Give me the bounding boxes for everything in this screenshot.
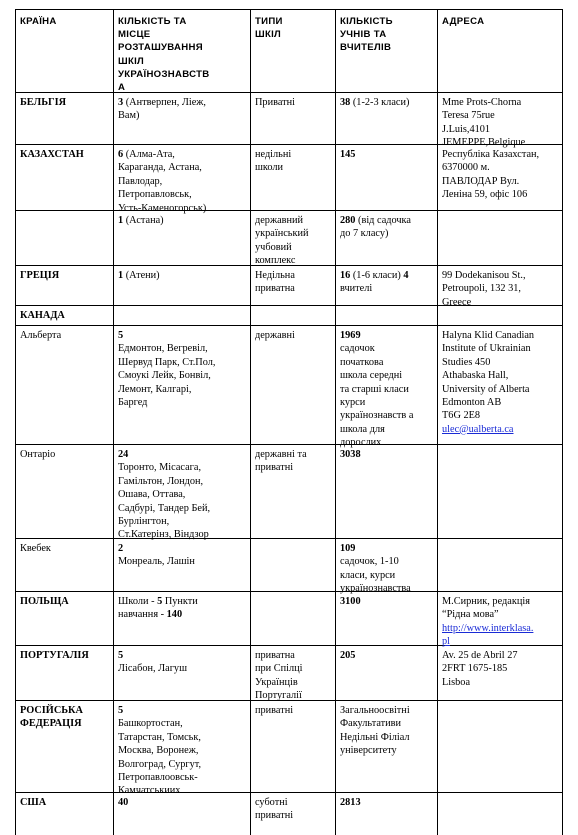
header-address: АДРЕСА <box>442 16 485 27</box>
row-quebec-schools <box>118 542 248 569</box>
row-portugal-schools <box>118 649 248 676</box>
row-alberta-schools <box>118 329 248 409</box>
header-country: КРАЇНА <box>20 16 57 27</box>
row-greece-count <box>340 269 435 296</box>
row-quebec-count-num: 109 <box>340 543 356 554</box>
row-poland-schools-n2: 140 <box>166 609 183 621</box>
row-poland-schools-a: Школи - <box>118 596 158 607</box>
row-belgium-count-extra: (1-2-3 класи) <box>350 97 410 108</box>
row-poland-schools-b: Пункти навчання - <box>118 596 198 621</box>
row-belgium-count-num: 38 <box>340 97 351 108</box>
row-kazakhstan-country: КАЗАХСТАН <box>20 149 84 160</box>
row-quebec-num: 2 <box>118 543 124 554</box>
row-poland-address <box>442 595 560 649</box>
row-portugal-places: Лісабон, Лагуш <box>118 663 188 675</box>
row-portugal-country: ПОРТУГАЛІЯ <box>20 650 89 661</box>
row-quebec-count-extra: садочок, 1-10 класи, курси українознавства <box>340 556 411 595</box>
row-alberta-address <box>442 329 560 436</box>
row-ontario-num: 24 <box>118 449 129 460</box>
row-alberta-region: Альберта <box>20 330 62 341</box>
row-kazakhstan-count: 145 <box>340 149 356 160</box>
row-kazakhstan-num: 6 <box>118 149 124 160</box>
row-poland-schools-n1: 5 <box>157 596 163 607</box>
row-russia-country: РОСІЙСЬКА ФЕДЕРАЦІЯ <box>20 705 83 730</box>
row-belgium-address: Mme Prots-Chorna Teresa 75rue J.Luis,4101 JEMEPPE,Belgique <box>442 97 526 149</box>
header-types: ТИПИ ШКІЛ <box>255 16 283 41</box>
header-schools: КІЛЬКІСТЬ ТА МІСЦЕ РОЗТАШУВАННЯ ШКІЛ УКРАЇНОЗНАВСТВ А <box>118 16 210 94</box>
row-russia-schools <box>118 704 248 798</box>
row-kazakhstan-schools <box>118 148 248 215</box>
row-quebec-places: Монреаль, Лашін <box>118 556 195 568</box>
row-belgium-country: БЕЛЬГІЯ <box>20 97 67 108</box>
row-alberta-places: Едмонтон, Вегревіл, Шервуд Парк, Ст.Пол, Смоукі Лейк, Бонвіл, Лемонт, Калгарі, Баргед <box>118 343 216 409</box>
row-canada-country: КАНАДА <box>20 310 65 321</box>
row-alberta-num: 5 <box>118 330 124 341</box>
row-usa-type: суботні приватні <box>255 797 294 822</box>
row-portugal-count: 205 <box>340 650 356 661</box>
row-russia-type: приватні <box>255 705 294 716</box>
row-greece-count-mid: (1-6 класи) <box>350 270 404 281</box>
row-kazakhstan-address: Республіка Казахстан, 6370000 м. ПАВЛОДАР Вул. Леніна 59, офіс 106 <box>442 149 540 201</box>
row-greece-count-num: 16 <box>340 270 351 281</box>
row-quebec-count <box>340 542 435 596</box>
row-greece-count-num2: 4 <box>403 270 409 281</box>
row-kazakhstan2-count-extra: (від садочка до 7 класу) <box>340 215 411 240</box>
row-belgium-num: 3 <box>118 97 124 108</box>
row-kazakhstan-places: (Алма-Ата, Караганда, Астана, Павлодар, Петропавловськ, Усть-Каменогорськ) <box>118 149 207 214</box>
row-kazakhstan-type: недільні школи <box>255 149 292 174</box>
row-russia-places: Башкортостан, Татарстан, Томськ, Москва, Воронеж, Волгоград, Сургут, Петропавлоовськ- Камчатськиих <box>118 718 202 797</box>
row-usa-num: 40 <box>118 797 129 808</box>
row-ontario-region: Онтаріо <box>20 449 56 460</box>
row-kazakhstan2-count <box>340 214 435 241</box>
row-kazakhstan2-count-num: 280 <box>340 215 356 226</box>
header-students: КІЛЬКІСТЬ УЧНІВ ТА ВЧИТЕЛІВ <box>340 16 393 54</box>
row-belgium-schools <box>118 96 248 123</box>
row-greece-address: 99 Dodekanisou St., Petroupoli, 132 31, Greece <box>442 270 526 308</box>
row-ontario-count: 3038 <box>340 449 361 460</box>
row-kazakhstan2-schools <box>118 214 248 227</box>
row-belgium-type: Приватні <box>255 97 295 108</box>
row-greece-count-extra: вчителі <box>340 283 373 295</box>
row-ontario-schools <box>118 448 248 542</box>
row-usa-country: США <box>20 797 47 808</box>
row-ontario-places: Торонто, Місасага, Гамільтон, Лондон, Ошава, Оттава, Садбурі, Тандер Бей, Бурлінгтон, Ст.Катерінз, Віндзор <box>118 462 211 541</box>
row-russia-num: 5 <box>118 705 124 716</box>
row-alberta-email-link[interactable]: ulec@ualberta.ca <box>442 423 514 435</box>
row-russia-count: Загальноосвітні Факультативи Недільні Філіал університету <box>340 705 410 757</box>
row-greece-num: 1 <box>118 270 124 281</box>
row-greece-country: ГРЕЦІЯ <box>20 270 60 281</box>
row-usa-count: 2813 <box>340 797 361 808</box>
row-belgium-places: (Антверпен, Ліеж, Вам) <box>118 97 206 122</box>
row-kazakhstan2-type: державний український учбовий комплекс <box>255 215 309 267</box>
row-ontario-type: державні та приватні <box>255 449 307 474</box>
row-alberta-type: державні <box>255 330 295 341</box>
row-alberta-count-num: 1969 <box>340 330 361 341</box>
row-poland-country: ПОЛЬЩА <box>20 596 69 607</box>
row-alberta-count <box>340 329 435 450</box>
row-quebec-region: Квебек <box>20 543 51 554</box>
row-alberta-count-extra: садочок початковa школа середні та старші класи курси українознавств а школа для дорослих <box>340 343 414 449</box>
row-greece-type: Недільна приватна <box>255 270 295 295</box>
row-kazakhstan2-num: 1 <box>118 215 124 226</box>
row-portugal-type: приватна при Спілці Українців Португалії <box>255 650 303 702</box>
row-greece-places: (Атени) <box>123 270 160 281</box>
row-portugal-num: 5 <box>118 650 124 661</box>
row-kazakhstan2-places: (Астана) <box>123 215 164 226</box>
row-greece-schools <box>118 269 248 282</box>
row-poland-address-text: М.Сирник, редакція “Рідна мова” <box>442 596 530 621</box>
row-portugal-address: Av. 25 de Abril 27 2FRT 1675-185 Lisboa <box>442 650 518 688</box>
row-poland-link[interactable]: http://www.interklasa. pl <box>442 622 534 648</box>
row-belgium-count <box>340 96 435 109</box>
row-poland-count: 3100 <box>340 596 361 607</box>
row-poland-schools <box>118 595 248 622</box>
row-alberta-address-text: Halyna Klid Canadian Institute of Ukrainian Studies 450 Athabaska Hall, University of Alberta Edmonton AB T6G 2E8 <box>442 330 535 422</box>
